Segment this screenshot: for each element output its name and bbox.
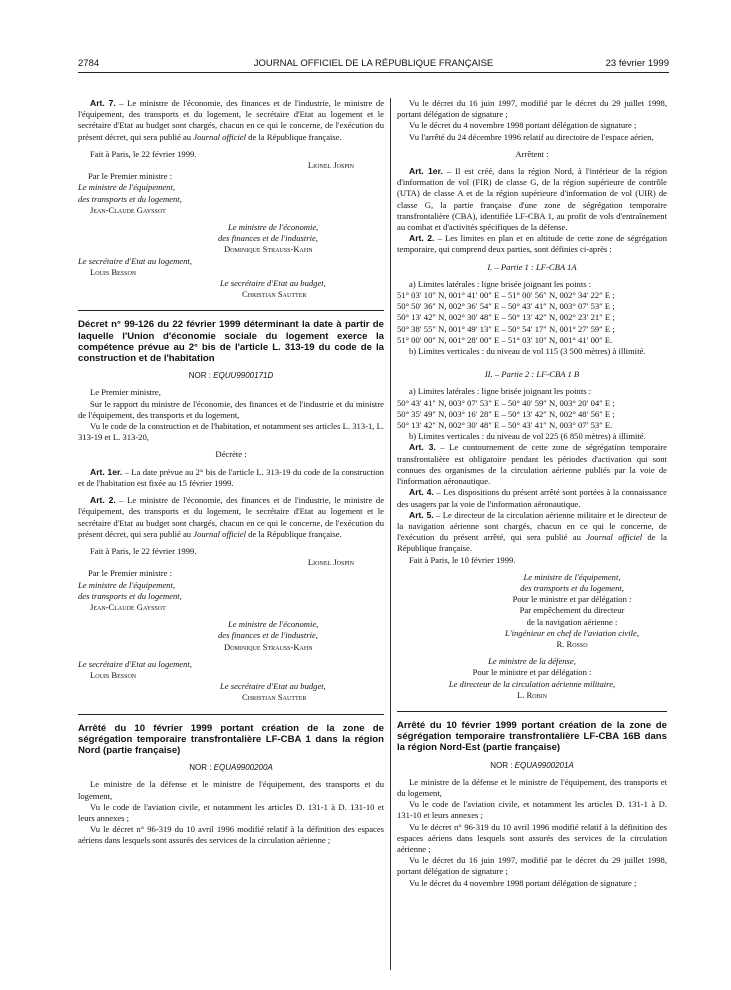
coordinate-line: 50° 13′ 42″ N, 002° 30′ 48″ E – 50° 13′ 42″ N, 002° 23′ 21″ E ; [397,312,615,323]
vertical-limits: b) Limites verticales : du niveau de vol 225 (6 850 mètres) à illimité. [409,431,646,442]
minister-title: Le secrétaire d'Etat au logement, [78,255,192,266]
preamble: Sur le rapport du ministre de l'économie, des finances et de l'industrie et du ministre de l'équipement, des transports et du logement, [78,398,384,420]
minister-title: des finances et de l'industrie, [218,233,318,244]
preamble: Vu le décret n° 96-319 du 10 avril 1996 modifié relatif à la définition des espaces aériens dans lesquels sont assurés des services de la circulation aérienne ; [78,824,384,846]
decrete-heading: Décrète : [215,449,247,460]
nor-reference: NOR : EQUA9900201A [490,760,574,770]
minister-title: Le ministre de l'économie, [228,222,319,233]
preamble: Vu le décret du 4 novembre 1998 portant délégation de signature ; [409,120,637,131]
signatory: R. Rosso [556,638,588,649]
journal-title: JOURNAL OFFICIEL DE LA RÉPUBLIQUE FRANÇAISE [253,58,494,69]
preamble: Le ministre de la défense et le ministre de l'équipement, des transports et du logement, [78,779,384,801]
section-separator [397,711,667,712]
minister-title: Le ministre de l'équipement, [523,571,621,582]
coordinate-line: 50° 13′ 42″ N, 002° 30′ 48″ E – 50° 43′ 41″ N, 003° 07′ 53″ E. [397,420,613,431]
preamble: Vu le décret du 16 juin 1997, modifié par le décret du 29 juillet 1998, portant délégation de signature ; [397,98,667,120]
part-heading: I. – Partie 1 : LF-CBA 1A [487,261,577,272]
fait-a-paris: Fait à Paris, le 22 février 1999. [90,148,197,159]
arrete-title: Arrêté du 10 février 1999 portant création de la zone de ségrégation temporaire transfrontalière LF-CBA 16B dans la région Nord-Est (partie française) [397,719,667,754]
decret-title: Décret n° 99-126 du 22 février 1999 déterminant la date à partir de laquelle l'Union d'économie sociale du logement exerce la compétence prévue au 2° bis de l'article L. 313-19 du code de la construction et de l'habitation [78,319,384,365]
article-1: Art. 1er. – Il est créé, dans la région Nord, à l'intérieur de la région d'information de vol (FIR) de classe G, de la région supérieure de contrôle (UTA) de classe A et de la région supérieure d'information de vol (UIR) de classe G, la partie française d'une zone de ségrégation temporaire transfrontalière (CBA), identifiée LF-CBA 1, au profit de vols d'entraînement au combat et d'activités spécifiques de la défense. [397,166,667,233]
signatory: L. Robin [517,689,547,700]
preamble: Vu le code de l'aviation civile, et notamment les articles D. 131-1 à D. 131-10 et leurs annexes ; [78,801,384,823]
article-4: Art. 4. – Les dispositions du présent arrêté sont portées à la connaissance des usagers par la voie de l'information aéronautique. [397,487,667,509]
par-premier-ministre: Par le Premier ministre : [88,171,173,182]
signatory: Jean-Claude Gayssot [90,601,166,612]
left-column [78,98,384,847]
minister-title: Le ministre de l'équipement, [78,579,175,590]
arretent-heading: Arrêtent : [515,148,549,159]
coordinate-line: 50° 50′ 36″ N, 002° 36′ 54″ E – 50° 43′ 41″ N, 003° 07′ 53″ E ; [397,301,615,312]
fait-a-paris: Fait à Paris, le 22 février 1999. [90,545,197,556]
signatory: Dominique Strauss-Kahn [224,641,313,652]
article-5: Art. 5. – Le directeur de la circulation aérienne militaire et le directeur de la navigation aérienne sont chargés, chacun en ce qui le concerne, de l'exécution du présent arrêté, qui sera publié au Journal officiel de la République française. [397,509,667,554]
preamble: Le Premier ministre, [90,387,161,398]
signatory-pm: Lionel Jospin [307,160,354,171]
article-1: Art. 1er. – La date prévue au 2° bis de l'article L. 313-19 du code de la construction et de l'habitation est fixée au 15 février 1999. [78,466,384,488]
nor-reference: NOR : EQUA9900200A [189,763,273,773]
preamble: Vu le code de l'aviation civile, et notamment les articles D. 131-1 à D. 131-10 et leurs annexes ; [397,799,667,821]
delegation: Pour le ministre et par délégation : [472,667,592,678]
preamble: Vu le décret du 16 juin 1997, modifié par le décret du 29 juillet 1998, portant délégation de signature ; [397,855,667,877]
signatory: Louis Besson [90,266,137,277]
section-separator [78,714,384,715]
preamble: Vu l'arrêté du 24 décembre 1996 relatif au directoire de l'espace aérien, [409,131,654,142]
issue-date: 23 février 1999 [605,58,669,69]
header-rule [78,72,669,73]
minister-title: Le secrétaire d'Etat au budget, [220,278,326,289]
minister-title: Le ministre de l'équipement, [78,182,175,193]
page-header [78,58,669,72]
article-2: Art. 2. – Le ministre de l'économie, des finances et de l'industrie, le ministre de l'équipement, des transports et du logement, le secrétaire d'Etat au logement et le secrétaire d'Etat au budget sont chargés, chacun en ce qui le concerne, de l'exécution du présent décret, qui sera publié au Journal officiel de la République française. [78,495,385,539]
lateral-limits: a) Limites latérales : ligne brisée joignant les points : [409,386,592,397]
arrete-title: Arrêté du 10 février 1999 portant création de la zone de ségrégation temporaire transfrontalière LF-CBA 1 dans la région Nord (partie française) [78,722,384,756]
par-premier-ministre: Par le Premier ministre : [88,568,173,579]
preamble: Vu le décret n° 96-319 du 10 avril 1996 modifié relatif à la définition des espaces aériens dans lesquels sont assurés des services de la circulation aérienne ; [397,821,667,854]
minister-title: Le ministre de l'économie, [228,619,319,630]
article-2: Art. 2. – Les limites en plan et en altitude de cette zone de ségrégation temporaire, qui comprend deux parties, sont définies ci-après : [397,233,668,255]
minister-title: Le directeur de la circulation aérienne militaire, [448,678,616,689]
coordinate-line: 50° 43′ 41″ N, 003° 07′ 53″ E – 50° 40′ 59″ N, 003° 20′ 04″ E ; [397,397,615,408]
signatory: Jean-Claude Gayssot [90,204,166,215]
page-number: 2784 [78,58,100,69]
column-divider [390,98,391,970]
article-3: Art. 3. – Le contournement de cette zone de ségrégation temporaire transfrontalière est obligatoire pendant les périodes d'activation qui sont connues des organismes de la circulation aérienne publiés par la voie de l'information aéronautique. [397,442,667,487]
nor-reference: NOR : EQUU9900171D [188,371,274,381]
delegation: Pour le ministre et par délégation : [512,594,632,605]
minister-title: L'ingénieur en chef de l'aviation civile, [505,627,639,638]
signatory: Louis Besson [90,669,137,680]
preamble: Vu le décret du 4 novembre 1998 portant délégation de signature ; [409,877,637,888]
minister-title: Le secrétaire d'Etat au budget, [220,681,326,692]
article-7: Art. 7. – Le ministre de l'économie, des finances et de l'industrie, le ministre de l'équipement, des transports et du logement, le secrétaire d'Etat au logement et le secrétaire d'Etat au budget sont chargés, chacun en ce qui le concerne, de l'exécution du présent décret, qui sera publié au Journal officiel de la République française. [78,98,385,142]
minister-title: Le ministre de la défense, [488,656,576,667]
minister-title: des transports et du logement, [520,582,624,593]
signatory: Christian Sautter [242,289,307,300]
delegation: de la navigation aérienne : [526,616,618,627]
lateral-limits: a) Limites latérales : ligne brisée joignant les points : [409,278,592,289]
vertical-limits: b) Limites verticales : du niveau de vol 115 (3 500 mètres) à illimité. [409,346,646,357]
minister-title: des finances et de l'industrie, [218,630,318,641]
signatory: Dominique Strauss-Kahn [224,244,313,255]
preamble: Le ministre de la défense et le ministre de l'équipement, des transports et du logement, [397,776,667,798]
section-separator [78,310,384,311]
preamble: Vu le code de la construction et de l'habitation, et notamment ses articles L. 313-1, L. 313-19 et L. 313-20, [78,421,384,443]
signatory: Christian Sautter [242,692,307,703]
coordinate-line: 50° 38′ 55″ N, 001° 49′ 13″ E – 50° 54′ 17″ N, 001° 27′ 59″ E ; [397,323,615,334]
signatory-pm: Lionel Jospin [307,557,354,568]
coordinate-line: 51° 03′ 10″ N, 001° 41′ 00″ E – 51° 00′ 56″ N, 002° 34′ 22″ E ; [397,290,615,301]
minister-title: des transports et du logement, [78,193,182,204]
part-heading: II. – Partie 2 : LF-CBA 1 B [484,369,580,380]
coordinate-line: 51° 00′ 00″ N, 001° 28′ 00″ E – 51° 03′ 10″ N, 001° 41′ 00″ E. [397,334,613,345]
fait-a-paris: Fait à Paris, le 10 février 1999. [409,554,516,565]
delegation: Par empêchement du directeur [519,605,625,616]
minister-title: Le secrétaire d'Etat au logement, [78,658,192,669]
right-column [397,98,667,889]
minister-title: des transports et du logement, [78,590,182,601]
coordinate-line: 50° 35′ 49″ N, 003° 16′ 28″ E – 50° 13′ 42″ N, 002° 48′ 56″ E ; [397,408,615,419]
